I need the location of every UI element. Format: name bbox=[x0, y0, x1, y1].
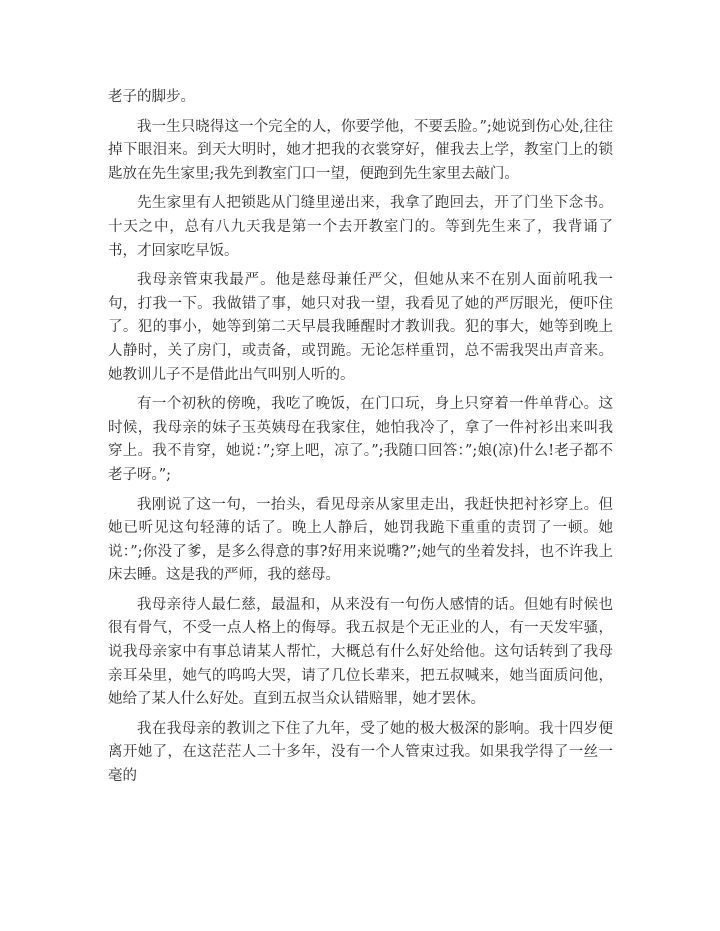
paragraph-8: 我在我母亲的教训之下住了九年，受了她的极大极深的影响。我十四岁便离开她了，在这茫茫人二十多年，没有一个人管束过我。如果我学得了一丝一毫的 bbox=[108, 720, 613, 785]
paragraph-5: 有一个初秋的傍晚，我吃了晚饭，在门口玩，身上只穿着一件单背心。这时候，我母亲的妹子玉英姨母在我家住，她怕我冷了，拿了一件衬衫出来叫我穿上。我不肯穿，她说：”;穿上吧，凉了。”;我随口回答：”;娘(凉)什么!老子都不老子呀。”; bbox=[108, 396, 613, 483]
paragraph-4: 我母亲管束我最严。他是慈母兼任严父，但她从来不在别人面前吼我一句，打我一下。我做错了事，她只对我一望，我看见了她的严厉眼光，便吓住了。犯的事小，她等到第二天早晨我睡醒时才教训我。犯的事大，她等到晚上人静时，关了房门，或责备，或罚跪。无论怎样重罚，总不需我哭出声音来。她教训儿子不是借此出气叫别人听的。 bbox=[108, 272, 613, 383]
paragraph-6: 我刚说了这一句，一抬头，看见母亲从家里走出，我赶快把衬衫穿上。但她已听见这句轻薄的话了。晚上人静后，她罚我跪下重重的责罚了一顿。她说：”;你没了爹，是多么得意的事?好用来说嘴?”;她气的坐着发抖，也不许我上床去睡。这是我的严师，我的慈母。 bbox=[108, 496, 613, 584]
paragraph-3: 先生家里有人把锁匙从门缝里递出来，我拿了跑回去，开了门坐下念书。十天之中，总有八九天我是第一个去开教室门的。等到先生来了，我背诵了书，才回家吃早饭。 bbox=[108, 195, 613, 259]
paragraph-2: 我一生只晓得这一个完全的人，你要学他，不要丢脸。”;她说到伤心处,往往掉下眼泪来。到天大明时，她才把我的衣裳穿好，催我去上学，教室门上的锁匙放在先生家里;我先到教室门口一望，便跑到先生家里去敲门。 bbox=[108, 118, 613, 182]
paragraph-1: 老子的脚步。 bbox=[108, 89, 195, 105]
paragraph-7: 我母亲待人最仁慈，最温和，从来没有一句伤人感情的话。但她有时候也很有骨气，不受一点人格上的侮辱。我五叔是个无正业的人，有一天发牢骚，说我母亲家中有事总请某人帮忙，大概总有什么好处给他。这句话转到了我母亲耳朵里，她气的呜呜大哭，请了几位长辈来，把五叔喊来，她当面质问他，她给了某人什么好处。直到五叔当众认错赔罪，她才罢休。 bbox=[108, 596, 613, 708]
document-body bbox=[108, 86, 613, 795]
